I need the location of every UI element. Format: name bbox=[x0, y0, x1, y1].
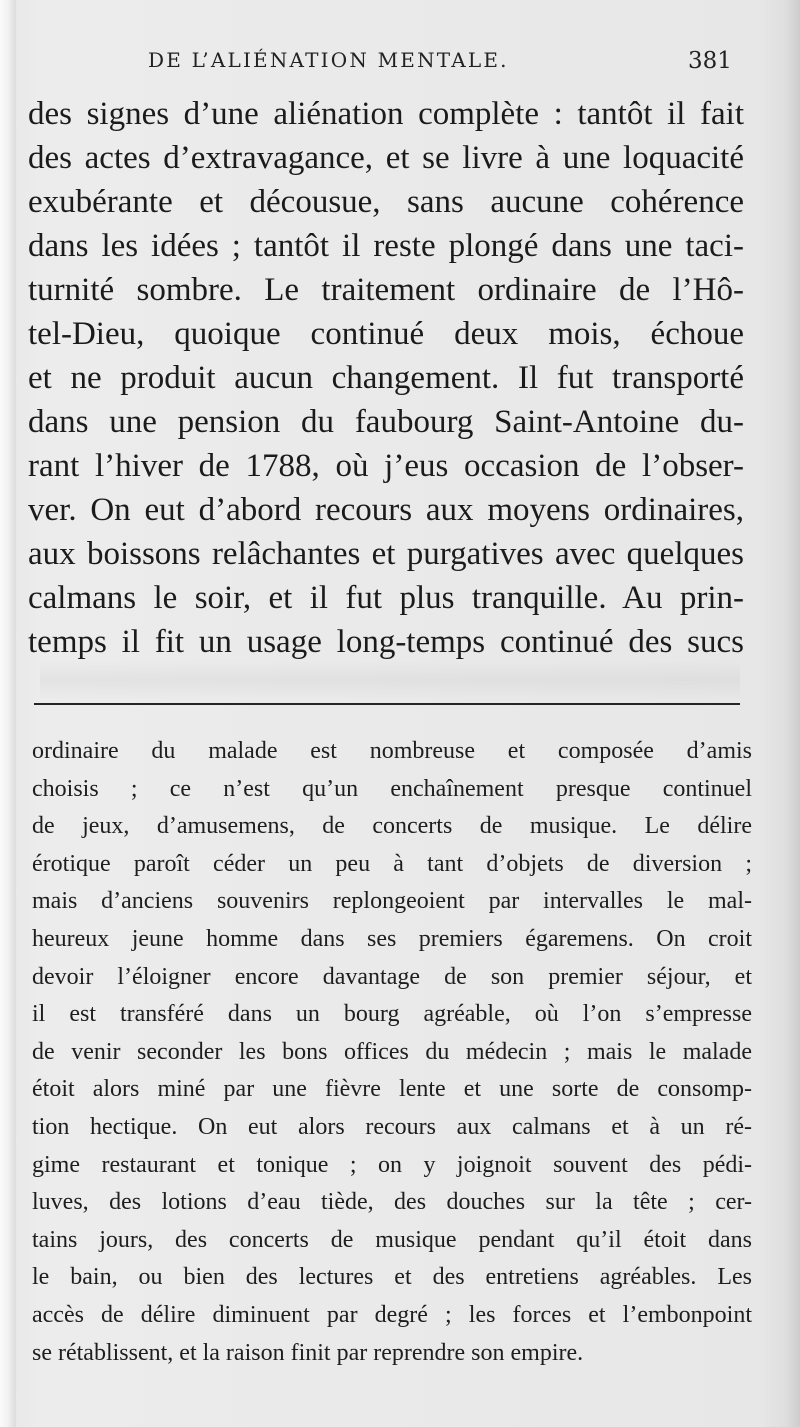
main-text-line: calmans le soir, et il fut plus tranquille. Au prin- bbox=[28, 580, 744, 616]
main-text-line: exubérante et décousue, sans aucune cohérence bbox=[28, 184, 744, 220]
footnote-line: il est transféré dans un bourg agréable, où l’on s’empresse bbox=[32, 1001, 752, 1028]
page-number: 381 bbox=[688, 48, 732, 74]
main-text-line: temps il fit un usage long-temps continué des sucs bbox=[28, 624, 744, 660]
footnote-line: ordinaire du malade est nombreuse et composée d’amis bbox=[32, 738, 752, 764]
footnote-line: de jeux, d’amusemens, de concerts de musique. Le délire bbox=[32, 813, 752, 840]
footnote-line: étoit alors miné par une fièvre lente et une sorte de consomp- bbox=[32, 1076, 752, 1103]
footnote-separator-rule bbox=[34, 703, 740, 705]
footnote-line: mais d’anciens souvenirs replongeoient par intervalles le mal- bbox=[32, 888, 752, 915]
running-head: DE L’ALIÉNATION MENTALE. bbox=[148, 48, 509, 72]
footnote-line: gime restaurant et tonique ; on y joignoit souvent des pédi- bbox=[32, 1151, 752, 1178]
main-text-line: et ne produit aucun changement. Il fut transporté bbox=[28, 360, 744, 396]
main-text-line: des actes d’extravagance, et se livre à une loquacité bbox=[28, 140, 744, 176]
footnote-line: choisis ; ce n’est qu’un enchaînement presque continuel bbox=[32, 775, 752, 802]
main-text-line: aux boissons relâchantes et purgatives avec quelques bbox=[28, 536, 744, 572]
footnote-line: devoir l’éloigner encore davantage de son premier séjour, et bbox=[32, 963, 752, 990]
footnote-line: se rétablissent, et la raison finit par reprendre son empire. bbox=[32, 1339, 584, 1366]
main-text-line: ver. On eut d’abord recours aux moyens ordinaires, bbox=[28, 492, 744, 528]
footnote-line: tion hectique. On eut alors recours aux calmans et à un ré- bbox=[32, 1113, 752, 1140]
footnote-line: accès de délire diminuent par degré ; les forces et l’embonpoint bbox=[32, 1301, 752, 1328]
bleed-through-shadow bbox=[40, 660, 740, 700]
main-text-line: turnité sombre. Le traitement ordinaire de l’Hô- bbox=[28, 272, 744, 308]
main-text-line: dans les idées ; tantôt il reste plongé dans une taci- bbox=[28, 228, 744, 264]
footnote-line: tains jours, des concerts de musique pendant qu’il étoit dans bbox=[32, 1226, 752, 1253]
page-right-shadow bbox=[786, 0, 800, 1427]
page-header bbox=[0, 44, 800, 84]
footnote-line: le bain, ou bien des lectures et des entretiens agréables. Les bbox=[32, 1264, 752, 1291]
main-text-line: rant l’hiver de 1788, où j’eus occasion de l’obser- bbox=[28, 448, 744, 484]
main-text-line: tel-Dieu, quoique continué deux mois, échoue bbox=[28, 316, 744, 352]
footnote-line: de venir seconder les bons offices du médecin ; mais le malade bbox=[32, 1038, 752, 1065]
main-text-line: dans une pension du faubourg Saint-Antoine du- bbox=[28, 404, 744, 440]
footnote-line: heureux jeune homme dans ses premiers égaremens. On croit bbox=[32, 925, 752, 952]
footnote-line: luves, des lotions d’eau tiède, des douches sur la tête ; cer- bbox=[32, 1189, 752, 1216]
footnote-line: érotique paroît céder un peu à tant d’objets de diversion ; bbox=[32, 850, 752, 877]
page-left-edge bbox=[0, 0, 16, 1427]
main-text-block bbox=[28, 92, 744, 692]
main-text-line: des signes d’une aliénation complète : tantôt il fait bbox=[28, 96, 744, 132]
footnote-block bbox=[32, 733, 752, 1393]
